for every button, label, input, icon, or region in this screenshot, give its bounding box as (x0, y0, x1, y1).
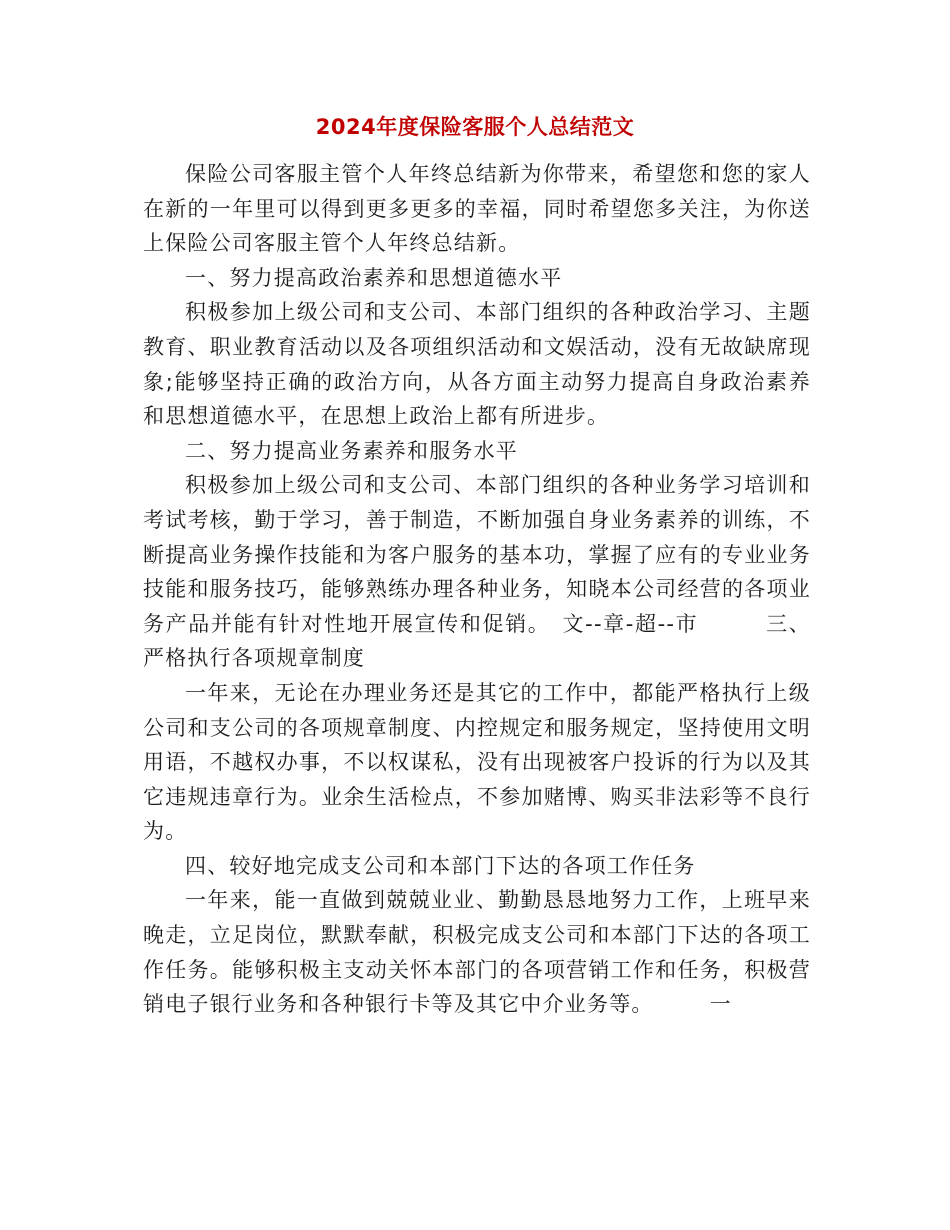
document-title: 2024年度保险客服个人总结范文 (315, 115, 635, 139)
section-heading-1: 一、努力提高政治素养和思想道德水平 (185, 265, 563, 290)
section-paragraph-2: 积极参加上级公司和支公司、本部门组织的各种业务学习培训和考试考核，勤于学习，善于制造，不断加强自身业务素养的训练，不断提高业务操作技能和为客户服务的基本功，掌握了应有的专业业务技能和服务技巧，能够熟练办理各种业务，知晓本公司经营的各项业务产品并能有针对性地开展宣传和促销。 文--章-超--市 三、严格执行各项规章制度 (143, 473, 811, 671)
section-heading-2: 二、努力提高业务素养和服务水平 (185, 438, 518, 463)
section-paragraph-3: 一年来，无论在办理业务还是其它的工作中，都能严格执行上级公司和支公司的各项规章制度、内控规定和服务规定，坚持使用文明用语，不越权办事，不以权谋私，没有出现被客户投诉的行为以及其它违规违章行为。业余生活检点，不参加赌博、购买非法彩等不良行为。 (143, 680, 811, 844)
section-heading-4: 四、较好地完成支公司和本部门下达的各项工作任务 (185, 853, 696, 878)
intro-paragraph: 保险公司客服主管个人年终总结新为你带来，希望您和您的家人在新的一年里可以得到更多更多的幸福，同时希望您多关注，为你送上保险公司客服主管个人年终总结新。 (143, 162, 811, 256)
document-body (143, 157, 811, 1022)
section-paragraph-4: 一年来，能一直做到兢兢业业、勤勤恳恳地努力工作，上班早来晚走，立足岗位，默默奉献，积极完成支公司和本部门下达的各项工作任务。能够积极主支动关怀本部门的各项营销工作和任务，积极营销电子银行业务和各种银行卡等及其它中介业务等。 一 (143, 888, 811, 1017)
section-paragraph-1: 积极参加上级公司和支公司、本部门组织的各种政治学习、主题教育、职业教育活动以及各项组织活动和文娱活动，没有无故缺席现象;能够坚持正确的政治方向，从各方面主动努力提高自身政治素养和思想道德水平，在思想上政治上都有所进步。 (143, 300, 811, 429)
